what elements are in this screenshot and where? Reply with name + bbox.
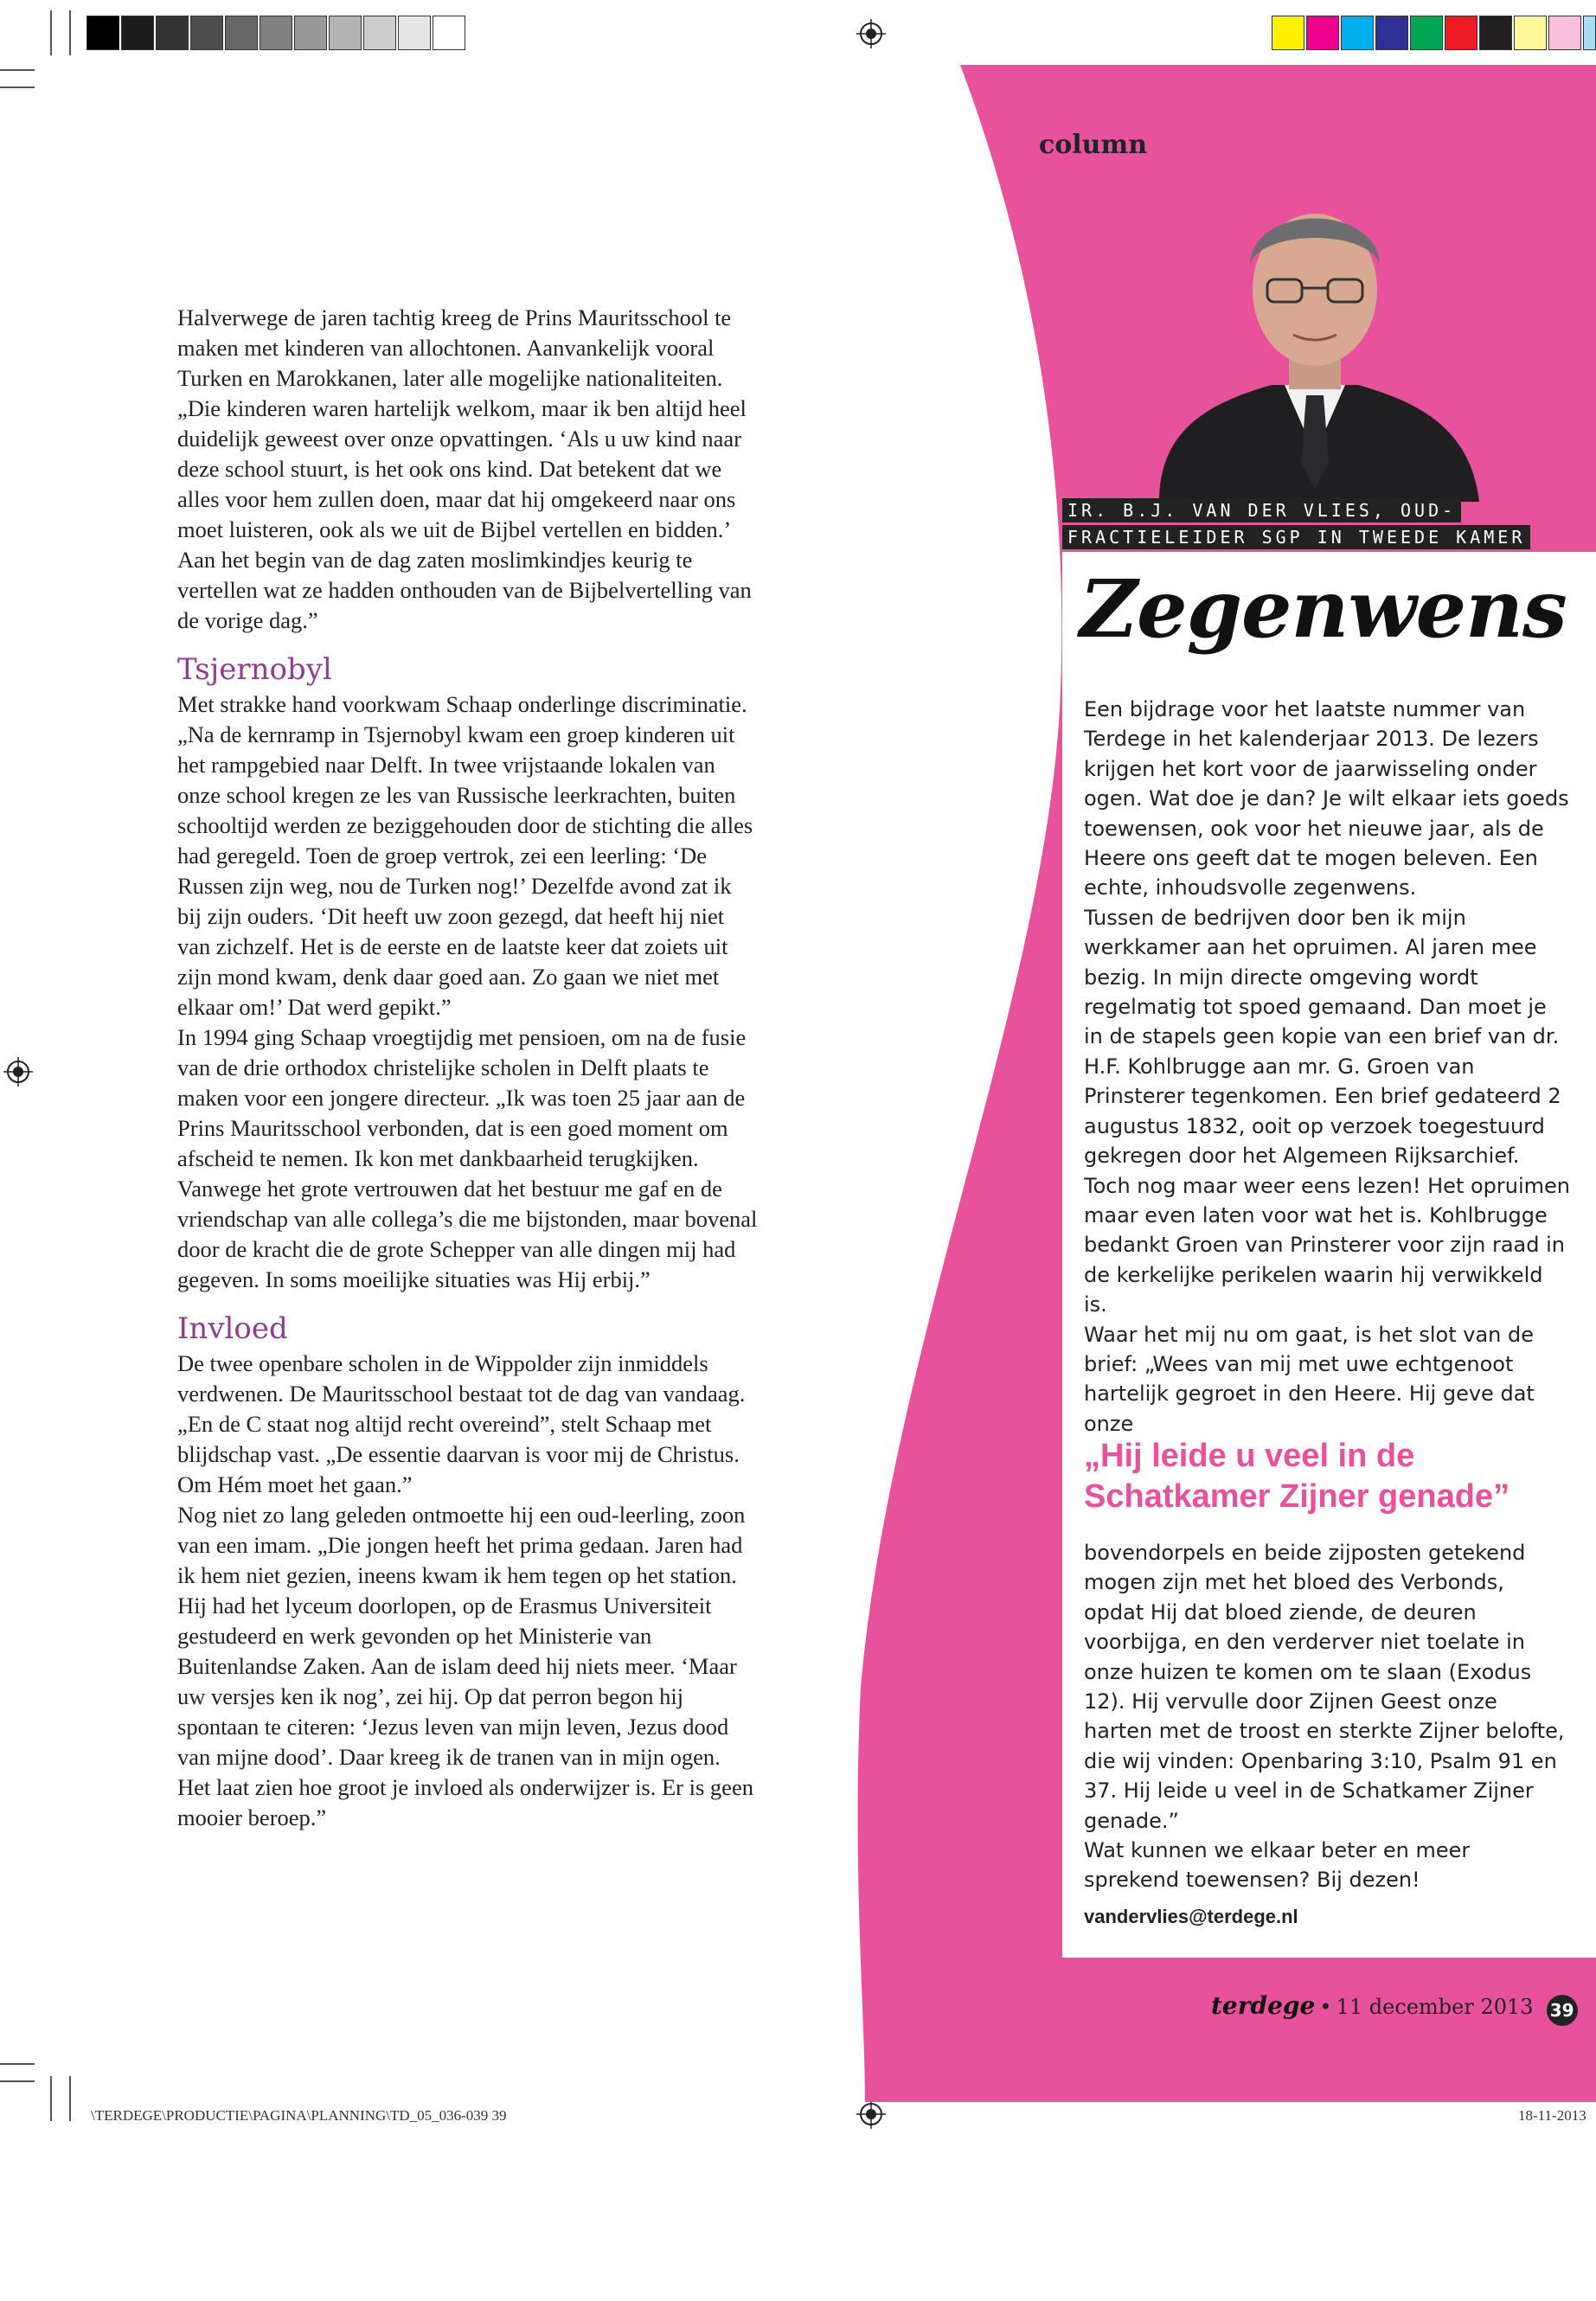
column-paragraph: Tussen de bedrijven door ben ik mijn werkkamer aan het opruimen. Al jaren mee bezig. In mijn directe omgeving wordt regelmatig tot spoed gemaand. Dan moet je in de stapels geen kopie van een brief van dr. H.F. Kohlbrugge aan mr. G. Groen van Prinsterer tegenkomen. Een brief gedateerd 2 augustus 1832, ooit op verzoek toegestuurd gekregen door het Algemeen Rijksarchief. Toch nog maar weer eens lezen! Het opruimen maar even laten voor wat het is. Kohlbrugge bedankt Groen van Prinsterer voor zijn raad in de kerkelijke perikelen waarin hij verwikkeld is.: [1084, 905, 1571, 1317]
section-label: column: [1039, 130, 1148, 160]
production-slug: \TERDEGE\PRODUCTIE\PAGINA\PLANNING\TD_05_036-039 39: [91, 2107, 507, 2124]
author-email-link[interactable]: vandervlies@terdege.nl: [1084, 1906, 1298, 1927]
page-number: 39: [1547, 1995, 1578, 2026]
subheading: Tsjernobyl: [177, 652, 332, 687]
article-paragraph: In 1994 ging Schaap vroegtijdig met pensioen, om na de fusie van de drie orthodox christelijke scholen in Delft plaats te maken voor een jongere directeur. „Ik was toen 25 jaar aan de Prins Mauritsschool verbonden, dat is een goed moment om afscheid te nemen. Ik kon met dankbaarheid terugkijken. Vanwege het grote vertrouwen dat het bestuur me gaf en de vriendschap van alle collega’s die me bijstonden, maar bovenal door de kracht die de grote Schepper van alle dingen mij had gegeven. In soms moeilijke situaties was Hij erbij.”: [177, 1024, 758, 1292]
article-column: [177, 303, 759, 1833]
column-title: Zegenwens: [1080, 562, 1567, 656]
pull-quote: „Hij leide u veel in de Schatkamer Zijner genade”: [1084, 1438, 1510, 1515]
footer-separator: •: [1319, 1995, 1332, 2019]
column-paragraph: bovendorpels en beide zijposten getekend mogen zijn met het bloed des Verbonds, opdat Hij dat bloed ziende, de deuren voorbijga, en den verderver niet toelate in onze huizen te komen om te slaan (Exodus 12). Hij vervulle door Zijnen Geest onze harten met de troost en sterkte Zijner belofte, die wij vinden: Openbaring 3:10, Psalm 91 en 37. Hij leide u veel in de Schatkamer Zijner genade.”: [1084, 1541, 1565, 1833]
article-paragraph: Nog niet zo lang geleden ontmoette hij een oud-leerling, zoon van een imam. „Die jongen heeft het prima gedaan. Jaren had ik hem niet gezien, ineens kwam ik hem tegen op het station. Hij had het lyceum doorlopen, op de Erasmus Universiteit gestudeerd en werk gevonden op het Ministerie van Buitenlandse Zaken. Aan de islam deed hij niets meer. ‘Maar uw versjes ken ik nog’, zei hij. Op dat perron begon hij spontaan te citeren: ‘Jezus leven van mijn leven, Jezus dood van mijne dood’. Daar kreeg ik de tranen van in mijn ogen. Het laat zien hoe groot je invloed als onderwijzer is. Er is geen mooier beroep.”: [177, 1502, 753, 1830]
author-caption-line-1: IR. B.J. VAN DER VLIES, OUD-: [1062, 498, 1461, 522]
column-paragraph: Wat kunnen we elkaar beter en meer sprekend toewensen? Bij dezen!: [1084, 1838, 1471, 1893]
author-portrait: [1125, 169, 1505, 502]
author-caption-line-2: FRACTIELEIDER SGP IN TWEEDE KAMER: [1062, 525, 1530, 549]
article-paragraph: Halverwege de jaren tachtig kreeg de Prins Mauritsschool te maken met kinderen van allochtonen. Aanvankelijk vooral Turken en Marokkanen, later alle mogelijke nationaliteiten. „Die kinderen waren hartelijk welkom, maar ik ben altijd heel duidelijk geweest over onze opvattingen. ‘Als u uw kind naar deze school stuurt, is het ook ons kind. Dat betekent dat we alles voor hem zullen doen, maar dat hij omgekeerd naar ons moet luisteren, ook als we uit de Bijbel vertellen en bidden.’ Aan het begin van de dag zaten moslimkindjes keurig te vertellen wat ze hadden onthouden van de Bijbelvertelling van de vorige dag.”: [177, 304, 752, 633]
article-paragraph: Met strakke hand voorkwam Schaap onderlinge discriminatie. „Na de kernramp in Tsjernobyl kwam een groep kinderen uit het rampgebied naar Delft. In twee vrijstaande lokalen van onze school kregen ze les van Russische leerkrachten, buiten schooltijd werden ze beziggehouden door de stichting die alles had geregeld. Toen de groep vertrok, zei een leerling: ‘De Russen zijn weg, nou de Turken nog!’ Dezelfde avond zat ik bij zijn ouders. ‘Dit heeft uw zoon gezegd, dat heeft hij niet van zichzelf. Het is de eerste en de laatste keer dat zoiets uit zijn mond kwam, denk daar goed aan. Zo gaan we niet met elkaar om!’ Dat werd gepikt.”: [177, 691, 753, 1020]
brand-logo: terdege: [1211, 1991, 1316, 2020]
column-paragraph: Waar het mij nu om gaat, is het slot van de brief: „Wees van mij met uwe echtgenoot hartelijk gegroet in den Heere. Hij geve dat onze: [1084, 1322, 1535, 1436]
column-body-bottom: [1084, 1538, 1570, 1895]
column-body-top: [1084, 695, 1570, 1439]
article-paragraph: De twee openbare scholen in de Wippolder zijn inmiddels verdwenen. De Mauritsschool bestaat tot de dag van vandaag. „En de C staat nog altijd recht overeind”, stelt Schaap met blijdschap vast. „De essentie daarvan is voor mij de Christus. Om Hém moet het gaan.”: [177, 1350, 746, 1497]
subheading: Invloed: [177, 1311, 288, 1346]
page-footer: [1211, 1991, 1578, 2026]
issue-date: 11 december 2013: [1336, 1995, 1534, 2019]
column-paragraph: Een bijdrage voor het laatste nummer van Terdege in het kalenderjaar 2013. De lezers krijgen het kort voor de jaarwisseling onder ogen. Wat doe je dan? Je wilt elkaar iets goeds toewensen, ook voor het nieuwe jaar, als de Heere ons geeft dat te mogen beleven. Een echte, inhoudsvolle zegenwens.: [1084, 697, 1569, 901]
print-date: 18-11-2013: [1518, 2107, 1586, 2124]
